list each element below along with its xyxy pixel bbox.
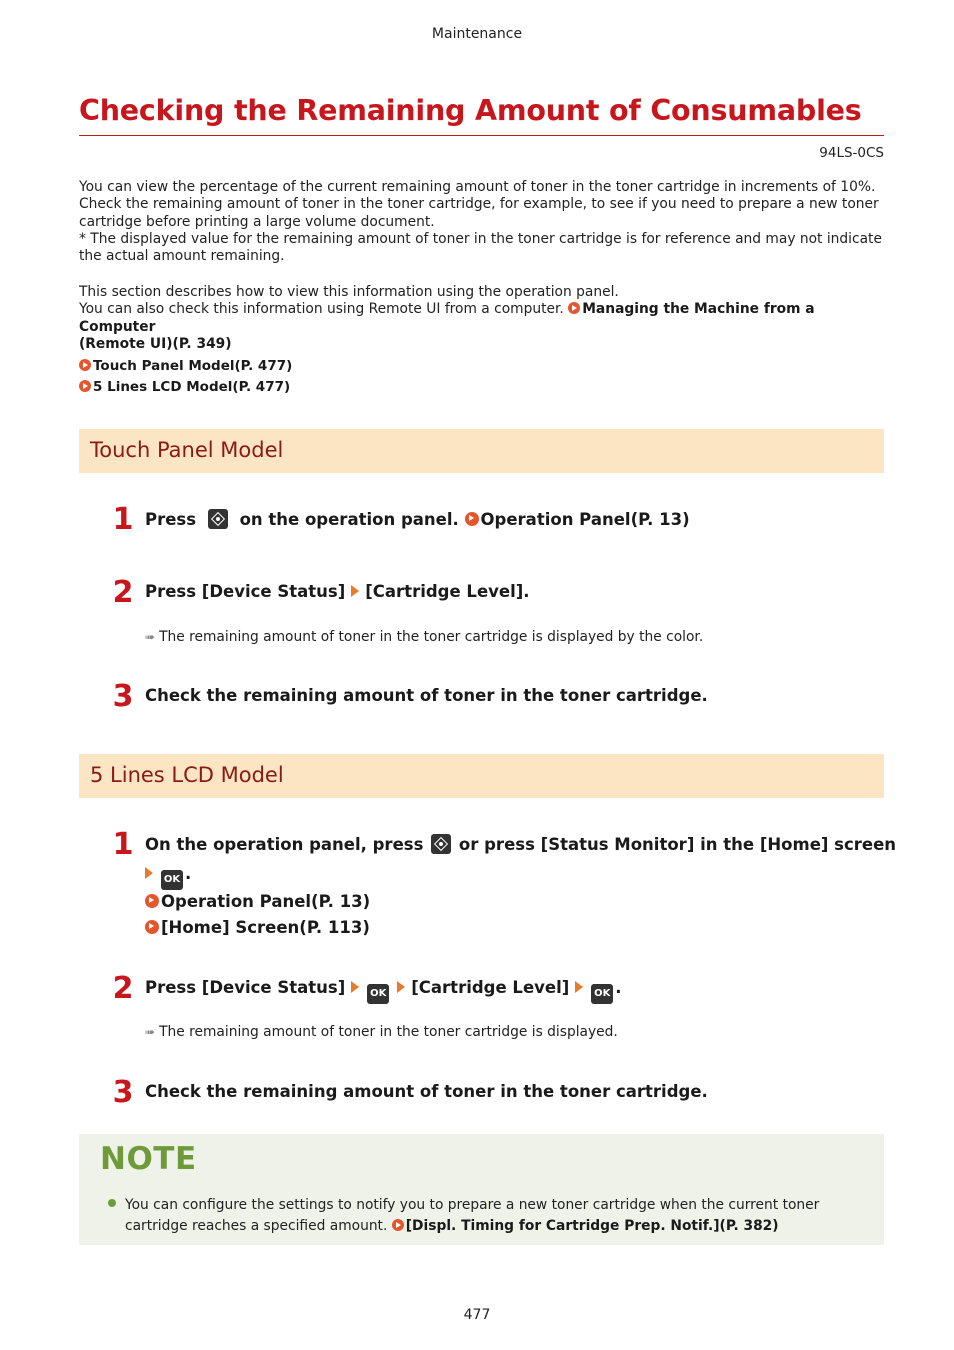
toc-link-lcd[interactable] [79, 377, 884, 398]
result-text: The remaining amount of toner in the toner cartridge is displayed by the color. [159, 629, 704, 645]
lcd-step-1-text [145, 834, 896, 855]
section-heading-touch-panel [79, 429, 884, 473]
toc-list [79, 356, 884, 398]
ok-key-icon: OK [367, 984, 389, 1004]
next-arrow-icon [575, 981, 583, 993]
page-title: Checking the Remaining Amount of Consumables [79, 94, 862, 127]
next-arrow-icon [145, 867, 153, 879]
step-number: 2 [112, 971, 134, 1006]
remote-ui-link-line-2[interactable] [79, 336, 884, 353]
note-line-2-text: cartridge reaches a specified amount. [125, 1218, 392, 1234]
section-heading-lcd [79, 754, 884, 798]
step-text-part: Press [145, 510, 197, 529]
note-line-2 [125, 1216, 865, 1237]
lcd-home-screen-link[interactable] [145, 918, 370, 938]
note-line-1: You can configure the settings to notify you to prepare a new toner cartridge when the current toner [125, 1197, 820, 1213]
intro-line-7-text: You can also check this information using Remote UI from a computer. [79, 301, 569, 318]
link-arrow-icon [465, 512, 479, 526]
cartridge-prep-link[interactable] [392, 1218, 779, 1234]
step-text-part: on the operation panel. [239, 510, 459, 529]
toc-link-label: 5 Lines LCD Model(P. 477) [93, 379, 291, 395]
step-number: 2 [112, 575, 134, 610]
link-arrow-icon [568, 302, 580, 314]
section-heading-text: 5 Lines LCD Model [90, 763, 284, 787]
link-text: Operation Panel(P. 13) [161, 892, 371, 911]
intro-line-2: Check the remaining amount of toner in the toner cartridge, for example, to see if you need to prepare a new toner [79, 196, 879, 213]
intro-line-5: the actual amount remaining. [79, 248, 285, 265]
status-monitor-key-icon [208, 509, 228, 529]
lcd-step-3-text: Check the remaining amount of toner in the toner cartridge. [145, 1082, 708, 1101]
step-number: 3 [112, 679, 134, 714]
step-text-part: [Cartridge Level] [411, 978, 570, 997]
result-arrow-icon: ➠ [145, 1025, 156, 1039]
result-arrow-icon: ➠ [145, 630, 156, 644]
operation-panel-link[interactable] [465, 510, 690, 529]
intro-block-2 [79, 284, 884, 353]
step-1-text [145, 509, 690, 530]
step-3-text: Check the remaining amount of toner in the toner cartridge. [145, 686, 708, 705]
step-text-part: On the operation panel, press [145, 835, 424, 854]
link-arrow-icon [392, 1219, 404, 1231]
remote-ui-link-text-a: Managing the Machine from a Computer [79, 301, 815, 335]
next-arrow-icon [397, 981, 405, 993]
link-text: [Home] Screen(P. 113) [161, 918, 370, 937]
intro-line-1: You can view the percentage of the current remaining amount of toner in the toner cartridge in increments of 10%. [79, 179, 876, 195]
doc-code: 94LS-0CS [819, 145, 884, 161]
link-arrow-icon [79, 380, 91, 392]
lcd-step-2-result [145, 1024, 618, 1040]
intro-block [79, 179, 884, 265]
intro-line-7 [79, 301, 884, 336]
step-2-result [145, 629, 703, 645]
step-text-part: or press [Status Monitor] in the [Home] screen [458, 835, 897, 854]
link-arrow-icon [79, 359, 91, 371]
intro-line-6: This section describes how to view this information using the operation panel. [79, 284, 619, 300]
step-2-text [145, 582, 530, 602]
intro-line-4: * The displayed value for the remaining amount of toner in the toner cartridge is for reference and may not indicate [79, 230, 882, 247]
operation-panel-link-text: Operation Panel(P. 13) [480, 510, 690, 529]
next-arrow-icon [351, 981, 359, 993]
next-arrow-icon [351, 585, 359, 597]
toc-link-touch-panel[interactable] [79, 356, 884, 377]
note-title: NOTE [100, 1141, 197, 1177]
link-arrow-icon [145, 920, 159, 934]
running-header: Maintenance [431, 26, 523, 42]
step-number: 1 [112, 827, 134, 862]
remote-ui-link-text-b: (Remote UI)(P. 349) [79, 335, 232, 352]
link-arrow-icon [145, 894, 159, 908]
status-monitor-key-icon [431, 834, 451, 854]
title-rule [79, 135, 884, 136]
bullet-icon [108, 1199, 116, 1207]
step-number: 3 [112, 1075, 134, 1110]
step-text-part: [Cartridge Level]. [365, 582, 530, 601]
result-text: The remaining amount of toner in the toner cartridge is displayed. [159, 1024, 618, 1040]
intro-line-3: cartridge before printing a large volume document. [79, 213, 435, 230]
page-number: 477 [463, 1307, 491, 1323]
ok-key-icon: OK [161, 870, 183, 890]
cartridge-prep-link-text: [Displ. Timing for Cartridge Prep. Notif.](P. 382) [405, 1218, 779, 1234]
lcd-step-1-line-2: OK . [145, 864, 191, 890]
ok-key-icon: OK [591, 984, 613, 1004]
toc-link-label: Touch Panel Model(P. 477) [93, 358, 293, 374]
lcd-operation-panel-link[interactable] [145, 892, 370, 912]
note-text [125, 1195, 865, 1237]
lcd-step-2-text: Press [Device Status] OK [Cartridge Level] OK . [145, 978, 622, 1004]
step-text-part: Press [Device Status] [145, 978, 346, 997]
section-heading-text: Touch Panel Model [90, 438, 284, 462]
step-text-part: Press [Device Status] [145, 582, 346, 601]
step-number: 1 [112, 502, 134, 537]
